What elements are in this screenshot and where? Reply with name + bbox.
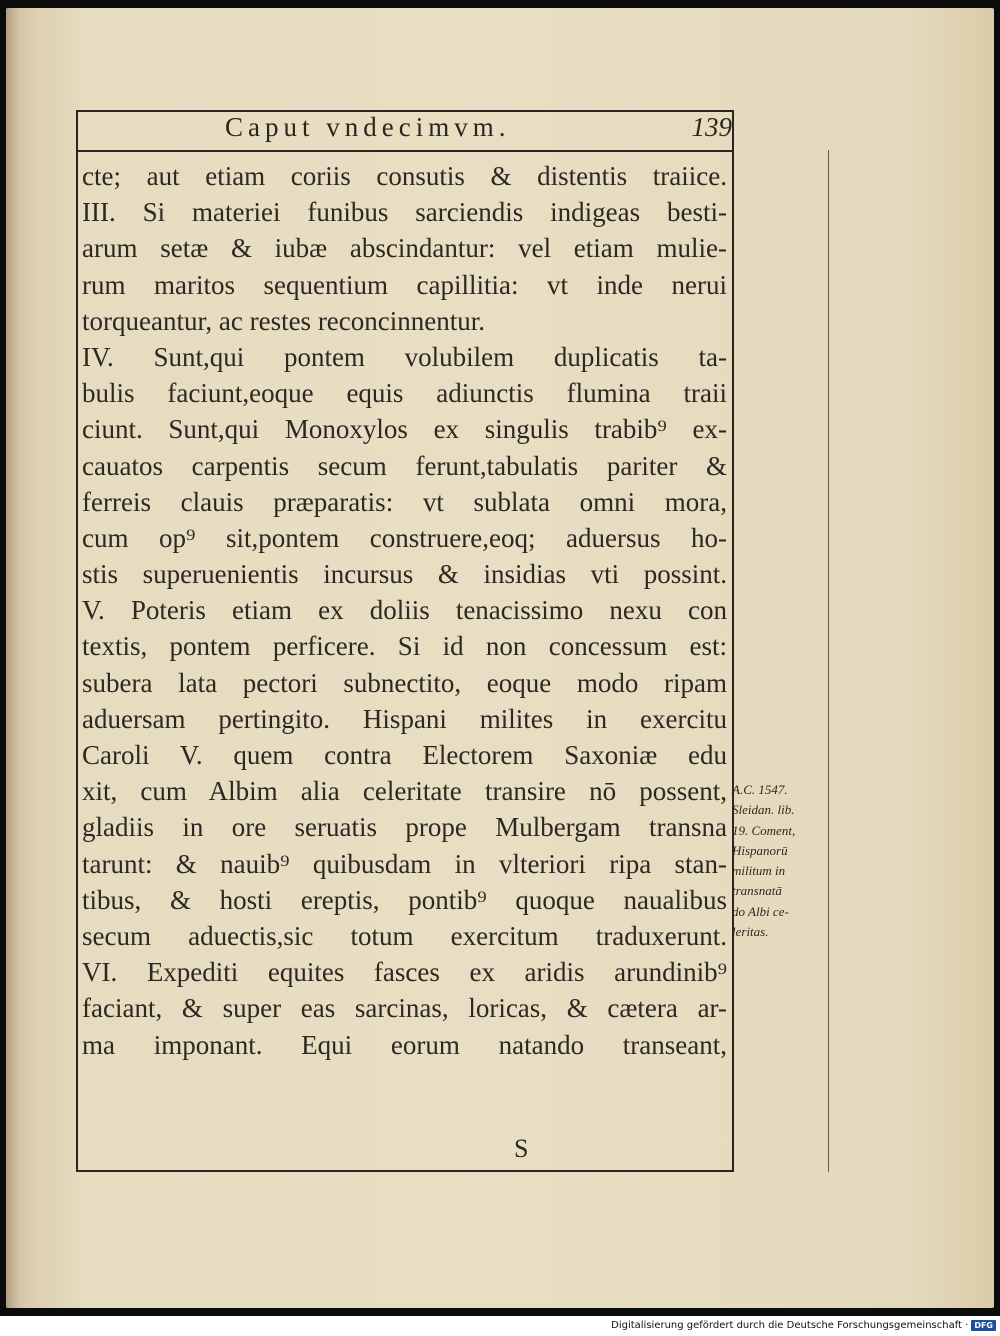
margin-note-line: Hispanorū bbox=[732, 842, 788, 858]
text-line: V. Poteris etiam ex doliis tenacissimo nexu con bbox=[82, 595, 727, 626]
text-line: xit, cum Albim alia celeritate transire nō possent, bbox=[82, 776, 727, 807]
text-line: subera lata pectori subnectito, eoque modo ripam bbox=[82, 667, 727, 698]
text-line: ma imponant. Equi eorum natando transeant, bbox=[82, 1029, 727, 1060]
credit-text: Digitalisierung gefördert durch die Deutsche Forschungsgemeinschaft · bbox=[611, 1320, 969, 1331]
text-line: IV. Sunt,qui pontem volubilem duplicatis ta- bbox=[82, 341, 727, 372]
text-line: VI. Expediti equites fasces ex aridis arundinib⁹ bbox=[82, 957, 727, 988]
digitization-credit bbox=[611, 1320, 996, 1331]
text-line: III. Si materiei funibus sarciendis indigeas besti- bbox=[82, 197, 727, 228]
main-text-block bbox=[82, 158, 727, 1063]
page-gutter-shadow bbox=[6, 8, 20, 1308]
text-line: cum op⁹ sit,pontem construere,eoq; aduersus ho- bbox=[82, 522, 727, 553]
text-line: secum aduectis,sic totum exercitum traduxerunt. bbox=[82, 920, 727, 951]
text-line: torqueantur, ac restes reconcinnentur. bbox=[82, 305, 485, 336]
text-line: ferreis clauis præparatis: vt sublata omni mora, bbox=[82, 486, 727, 517]
margin-column-right-rule bbox=[828, 150, 829, 1172]
text-line: gladiis in ore seruatis prope Mulbergam transna bbox=[82, 812, 727, 843]
text-line: tibus, & hosti ereptis, pontib⁹ quoque naualibus bbox=[82, 884, 727, 915]
margin-note-line: Sleidan. lib. bbox=[732, 802, 795, 818]
margin-note-line: A.C. 1547. bbox=[732, 782, 788, 797]
signature-mark: S bbox=[514, 1134, 529, 1163]
margin-note-line: militum in bbox=[732, 863, 786, 879]
marginal-note bbox=[732, 780, 828, 942]
margin-note-line: transnatā bbox=[732, 883, 782, 899]
page-number: 139 bbox=[691, 112, 732, 142]
text-line: Caroli V. quem contra Electorem Saxoniæ edu bbox=[82, 740, 727, 770]
margin-note-line: do Albi ce- bbox=[732, 903, 789, 919]
text-line: faciant, & super eas sarcinas, loricas, & cætera ar- bbox=[82, 993, 727, 1024]
text-line: rum maritos sequentium capillitia: vt inde nerui bbox=[82, 269, 727, 300]
margin-note-line: leritas. bbox=[732, 924, 769, 940]
text-line: tarunt: & nauib⁹ quibusdam in vlteriori ripa stan- bbox=[82, 848, 727, 879]
text-line: aduersam pertingito. Hispani milites in exercitu bbox=[82, 703, 727, 734]
text-line: ciunt. Sunt,qui Monoxylos ex singulis trabib⁹ ex- bbox=[82, 414, 727, 445]
text-line: bulis faciunt,eoque equis adiunctis flumina traii bbox=[82, 378, 727, 409]
frame-left-rule bbox=[76, 110, 78, 1172]
text-line: arum setæ & iubæ abscindantur: vel etiam mulie- bbox=[82, 233, 727, 264]
text-line: cauatos carpentis secum ferunt,tabulatis pariter & bbox=[82, 450, 727, 481]
frame-bottom-rule bbox=[76, 1170, 734, 1172]
margin-note-line: 19. Coment, bbox=[732, 822, 796, 838]
text-line: cte; aut etiam coriis consutis & distentis traiice. bbox=[82, 161, 727, 191]
frame-right-rule bbox=[732, 110, 734, 1172]
running-head: Caput vndecimvm. bbox=[225, 112, 511, 142]
text-line: stis superuenientis incursus & insidias vti possint. bbox=[82, 559, 727, 590]
text-line: textis, pontem perficere. Si id non concessum est: bbox=[82, 631, 727, 662]
page-header bbox=[80, 112, 732, 152]
dfg-logo: DFG bbox=[971, 1320, 996, 1331]
